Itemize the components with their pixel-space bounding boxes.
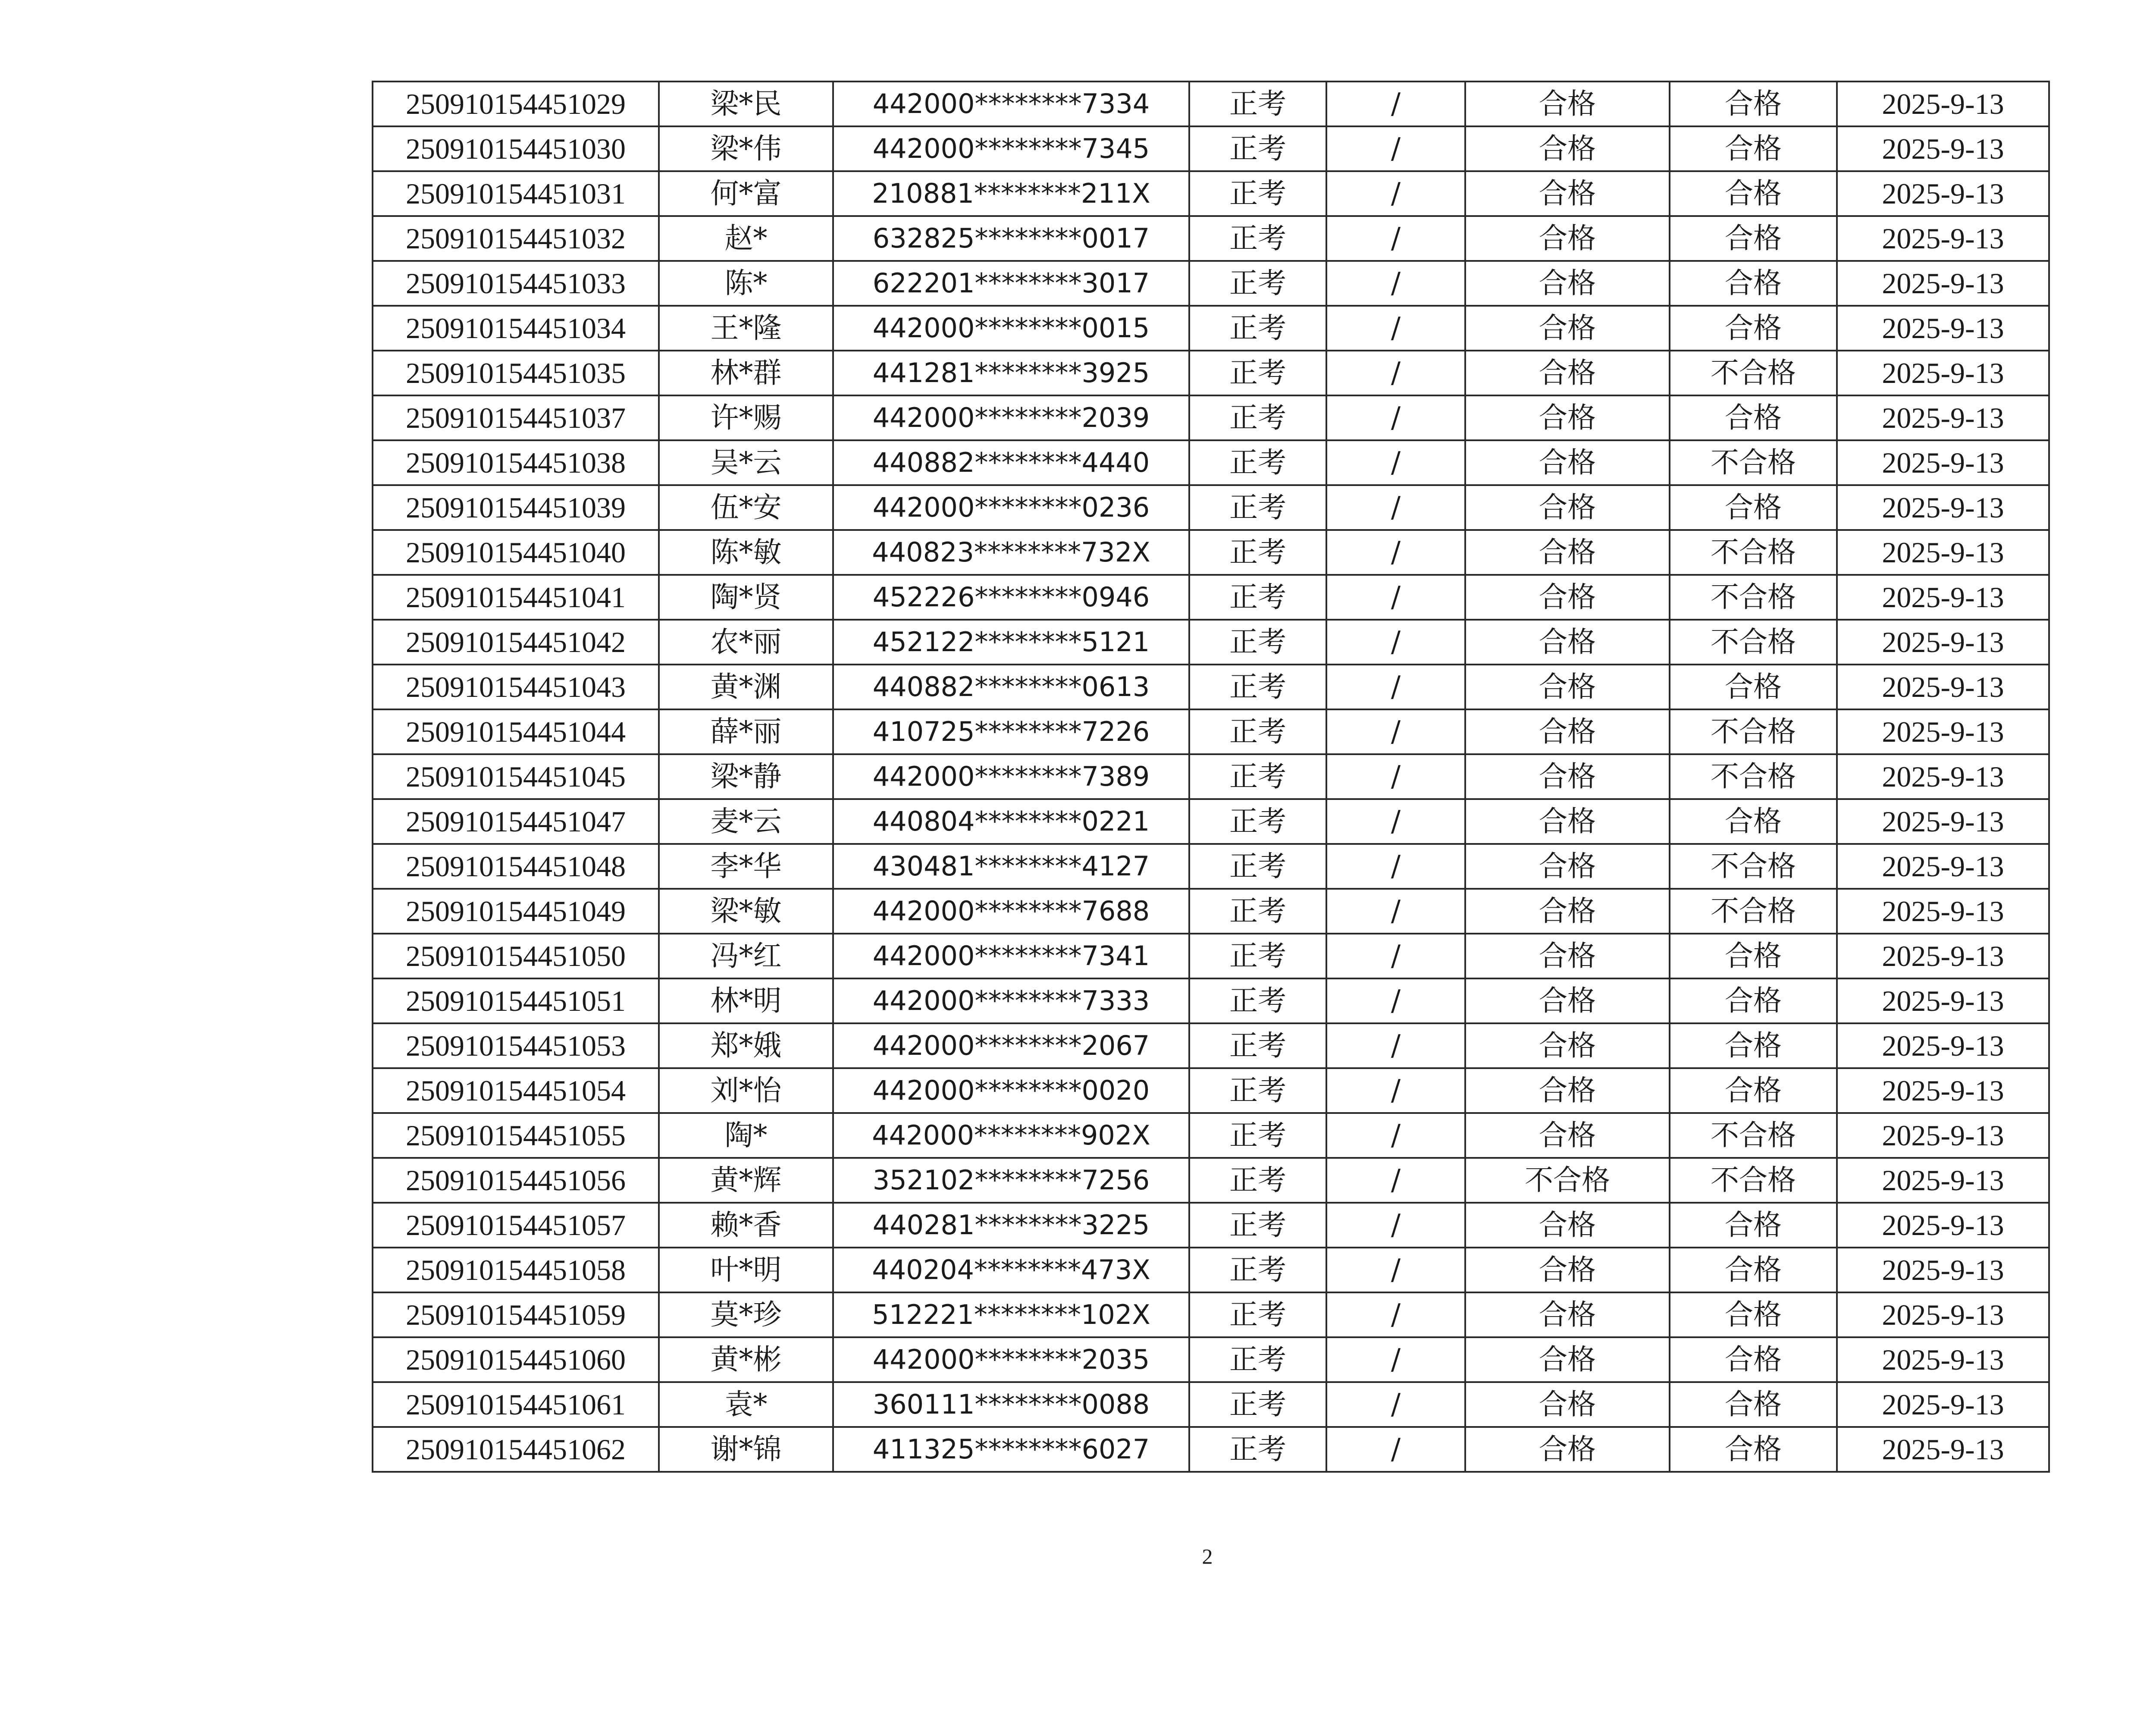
- cell-mark: /: [1326, 1292, 1465, 1337]
- cell-exam-type: 正考: [1189, 351, 1326, 395]
- cell-id-card: 442000********7333: [833, 978, 1189, 1023]
- cell-result-2: 合格: [1670, 82, 1837, 126]
- cell-result-1: 合格: [1465, 126, 1670, 171]
- table-row: [373, 1158, 2049, 1203]
- cell-result-1: 不合格: [1465, 1158, 1670, 1203]
- table-row: [373, 799, 2049, 844]
- cell-result-1: 合格: [1465, 620, 1670, 665]
- cell-result-2: 合格: [1670, 261, 1837, 306]
- cell-exam-type: 正考: [1189, 844, 1326, 889]
- cell-date: 2025-9-13: [1837, 575, 2049, 620]
- cell-exam-type: 正考: [1189, 1203, 1326, 1248]
- cell-date: 2025-9-13: [1837, 709, 2049, 754]
- cell-mark: /: [1326, 844, 1465, 889]
- cell-candidate-id: 250910154451055: [373, 1113, 659, 1158]
- cell-mark: /: [1326, 1113, 1465, 1158]
- cell-mark: /: [1326, 126, 1465, 171]
- cell-result-2: 合格: [1670, 1023, 1837, 1068]
- cell-exam-type: 正考: [1189, 665, 1326, 709]
- cell-mark: /: [1326, 889, 1465, 934]
- cell-exam-type: 正考: [1189, 799, 1326, 844]
- cell-mark: /: [1326, 530, 1465, 575]
- cell-result-1: 合格: [1465, 1113, 1670, 1158]
- cell-candidate-id: 250910154451043: [373, 665, 659, 709]
- cell-candidate-id: 250910154451032: [373, 216, 659, 261]
- cell-mark: /: [1326, 754, 1465, 799]
- cell-date: 2025-9-13: [1837, 978, 2049, 1023]
- cell-result-1: 合格: [1465, 216, 1670, 261]
- cell-result-1: 合格: [1465, 709, 1670, 754]
- cell-candidate-id: 250910154451062: [373, 1427, 659, 1472]
- cell-exam-type: 正考: [1189, 171, 1326, 216]
- cell-date: 2025-9-13: [1837, 934, 2049, 978]
- table-row: [373, 1382, 2049, 1427]
- cell-candidate-id: 250910154451058: [373, 1248, 659, 1292]
- cell-result-1: 合格: [1465, 1427, 1670, 1472]
- cell-id-card: 442000********7389: [833, 754, 1189, 799]
- cell-candidate-id: 250910154451048: [373, 844, 659, 889]
- cell-candidate-id: 250910154451056: [373, 1158, 659, 1203]
- cell-mark: /: [1326, 1203, 1465, 1248]
- table-row: [373, 1023, 2049, 1068]
- cell-candidate-id: 250910154451033: [373, 261, 659, 306]
- table-row: [373, 126, 2049, 171]
- cell-result-1: 合格: [1465, 1248, 1670, 1292]
- cell-candidate-id: 250910154451057: [373, 1203, 659, 1248]
- cell-candidate-id: 250910154451041: [373, 575, 659, 620]
- cell-exam-type: 正考: [1189, 1427, 1326, 1472]
- cell-result-2: 合格: [1670, 126, 1837, 171]
- cell-candidate-id: 250910154451031: [373, 171, 659, 216]
- table-body: [373, 82, 2049, 1472]
- cell-result-2: 合格: [1670, 171, 1837, 216]
- cell-candidate-id: 250910154451037: [373, 395, 659, 440]
- cell-result-2: 不合格: [1670, 889, 1837, 934]
- cell-candidate-id: 250910154451051: [373, 978, 659, 1023]
- results-table: [372, 81, 2050, 1473]
- cell-mark: /: [1326, 351, 1465, 395]
- cell-mark: /: [1326, 1248, 1465, 1292]
- table-row: [373, 1427, 2049, 1472]
- cell-name: 薛*丽: [659, 709, 833, 754]
- table-row: [373, 889, 2049, 934]
- cell-id-card: 442000********2035: [833, 1337, 1189, 1382]
- cell-date: 2025-9-13: [1837, 530, 2049, 575]
- cell-name: 叶*明: [659, 1248, 833, 1292]
- cell-id-card: 452122********5121: [833, 620, 1189, 665]
- cell-candidate-id: 250910154451029: [373, 82, 659, 126]
- cell-exam-type: 正考: [1189, 1158, 1326, 1203]
- cell-name: 李*华: [659, 844, 833, 889]
- cell-candidate-id: 250910154451042: [373, 620, 659, 665]
- cell-exam-type: 正考: [1189, 575, 1326, 620]
- cell-name: 陈*: [659, 261, 833, 306]
- page-number: 2: [1202, 1544, 1213, 1568]
- cell-id-card: 452226********0946: [833, 575, 1189, 620]
- cell-result-1: 合格: [1465, 82, 1670, 126]
- cell-date: 2025-9-13: [1837, 1382, 2049, 1427]
- cell-mark: /: [1326, 82, 1465, 126]
- cell-date: 2025-9-13: [1837, 754, 2049, 799]
- cell-id-card: 440823********732X: [833, 530, 1189, 575]
- cell-exam-type: 正考: [1189, 1023, 1326, 1068]
- table-row: [373, 1337, 2049, 1382]
- cell-id-card: 440281********3225: [833, 1203, 1189, 1248]
- cell-mark: /: [1326, 171, 1465, 216]
- cell-exam-type: 正考: [1189, 1337, 1326, 1382]
- cell-date: 2025-9-13: [1837, 1292, 2049, 1337]
- cell-result-2: 不合格: [1670, 440, 1837, 485]
- cell-result-2: 合格: [1670, 799, 1837, 844]
- cell-result-1: 合格: [1465, 1382, 1670, 1427]
- cell-result-1: 合格: [1465, 395, 1670, 440]
- cell-id-card: 632825********0017: [833, 216, 1189, 261]
- cell-mark: /: [1326, 575, 1465, 620]
- table-row: [373, 934, 2049, 978]
- cell-candidate-id: 250910154451035: [373, 351, 659, 395]
- cell-exam-type: 正考: [1189, 306, 1326, 351]
- cell-result-2: 不合格: [1670, 754, 1837, 799]
- cell-result-1: 合格: [1465, 978, 1670, 1023]
- cell-result-1: 合格: [1465, 575, 1670, 620]
- table-row: [373, 620, 2049, 665]
- cell-date: 2025-9-13: [1837, 171, 2049, 216]
- cell-date: 2025-9-13: [1837, 306, 2049, 351]
- cell-result-2: 不合格: [1670, 1158, 1837, 1203]
- cell-result-2: 合格: [1670, 1382, 1837, 1427]
- cell-result-2: 不合格: [1670, 575, 1837, 620]
- table-row: [373, 351, 2049, 395]
- cell-exam-type: 正考: [1189, 485, 1326, 530]
- table-row: [373, 216, 2049, 261]
- cell-result-2: 不合格: [1670, 1113, 1837, 1158]
- table-row: [373, 1068, 2049, 1113]
- table-row: [373, 306, 2049, 351]
- cell-result-2: 合格: [1670, 1337, 1837, 1382]
- cell-id-card: 442000********0020: [833, 1068, 1189, 1113]
- cell-id-card: 441281********3925: [833, 351, 1189, 395]
- cell-id-card: 430481********4127: [833, 844, 1189, 889]
- cell-result-2: 合格: [1670, 216, 1837, 261]
- cell-candidate-id: 250910154451047: [373, 799, 659, 844]
- cell-mark: /: [1326, 1337, 1465, 1382]
- cell-candidate-id: 250910154451050: [373, 934, 659, 978]
- cell-name: 陶*: [659, 1113, 833, 1158]
- cell-name: 冯*红: [659, 934, 833, 978]
- table-row: [373, 978, 2049, 1023]
- cell-date: 2025-9-13: [1837, 1337, 2049, 1382]
- cell-date: 2025-9-13: [1837, 889, 2049, 934]
- cell-result-2: 合格: [1670, 978, 1837, 1023]
- cell-result-1: 合格: [1465, 530, 1670, 575]
- cell-mark: /: [1326, 665, 1465, 709]
- cell-mark: /: [1326, 620, 1465, 665]
- cell-name: 梁*伟: [659, 126, 833, 171]
- cell-result-1: 合格: [1465, 485, 1670, 530]
- cell-exam-type: 正考: [1189, 1382, 1326, 1427]
- cell-name: 梁*静: [659, 754, 833, 799]
- table-row: [373, 171, 2049, 216]
- cell-exam-type: 正考: [1189, 395, 1326, 440]
- cell-exam-type: 正考: [1189, 620, 1326, 665]
- cell-id-card: 411325********6027: [833, 1427, 1189, 1472]
- cell-id-card: 360111********0088: [833, 1382, 1189, 1427]
- cell-exam-type: 正考: [1189, 754, 1326, 799]
- cell-mark: /: [1326, 978, 1465, 1023]
- cell-name: 刘*怡: [659, 1068, 833, 1113]
- table-row: [373, 261, 2049, 306]
- table-row: [373, 82, 2049, 126]
- cell-id-card: 512221********102X: [833, 1292, 1189, 1337]
- cell-date: 2025-9-13: [1837, 1113, 2049, 1158]
- cell-date: 2025-9-13: [1837, 665, 2049, 709]
- cell-date: 2025-9-13: [1837, 485, 2049, 530]
- cell-name: 王*隆: [659, 306, 833, 351]
- cell-name: 梁*民: [659, 82, 833, 126]
- table-row: [373, 665, 2049, 709]
- cell-id-card: 440882********0613: [833, 665, 1189, 709]
- cell-result-2: 合格: [1670, 934, 1837, 978]
- table-row: [373, 844, 2049, 889]
- cell-date: 2025-9-13: [1837, 1158, 2049, 1203]
- table-row: [373, 1203, 2049, 1248]
- cell-id-card: 442000********7345: [833, 126, 1189, 171]
- table-row: [373, 440, 2049, 485]
- cell-id-card: 210881********211X: [833, 171, 1189, 216]
- cell-mark: /: [1326, 306, 1465, 351]
- table-row: [373, 1113, 2049, 1158]
- cell-exam-type: 正考: [1189, 126, 1326, 171]
- cell-mark: /: [1326, 216, 1465, 261]
- cell-mark: /: [1326, 1382, 1465, 1427]
- cell-mark: /: [1326, 485, 1465, 530]
- cell-date: 2025-9-13: [1837, 620, 2049, 665]
- cell-date: 2025-9-13: [1837, 1203, 2049, 1248]
- cell-candidate-id: 250910154451030: [373, 126, 659, 171]
- cell-candidate-id: 250910154451039: [373, 485, 659, 530]
- cell-exam-type: 正考: [1189, 261, 1326, 306]
- cell-exam-type: 正考: [1189, 934, 1326, 978]
- cell-result-2: 不合格: [1670, 620, 1837, 665]
- cell-exam-type: 正考: [1189, 1248, 1326, 1292]
- cell-id-card: 442000********2039: [833, 395, 1189, 440]
- cell-name: 黄*辉: [659, 1158, 833, 1203]
- cell-name: 赵*: [659, 216, 833, 261]
- table-row: [373, 754, 2049, 799]
- cell-result-1: 合格: [1465, 1292, 1670, 1337]
- cell-result-1: 合格: [1465, 440, 1670, 485]
- cell-exam-type: 正考: [1189, 530, 1326, 575]
- cell-date: 2025-9-13: [1837, 799, 2049, 844]
- cell-name: 伍*安: [659, 485, 833, 530]
- cell-name: 吴*云: [659, 440, 833, 485]
- table-row: [373, 1248, 2049, 1292]
- cell-result-1: 合格: [1465, 1337, 1670, 1382]
- cell-result-1: 合格: [1465, 306, 1670, 351]
- cell-candidate-id: 250910154451061: [373, 1382, 659, 1427]
- cell-result-2: 合格: [1670, 665, 1837, 709]
- cell-id-card: 442000********902X: [833, 1113, 1189, 1158]
- cell-mark: /: [1326, 1158, 1465, 1203]
- cell-id-card: 442000********7334: [833, 82, 1189, 126]
- cell-mark: /: [1326, 440, 1465, 485]
- table-row: [373, 709, 2049, 754]
- cell-name: 许*赐: [659, 395, 833, 440]
- cell-exam-type: 正考: [1189, 1113, 1326, 1158]
- table-row: [373, 485, 2049, 530]
- cell-candidate-id: 250910154451034: [373, 306, 659, 351]
- cell-candidate-id: 250910154451049: [373, 889, 659, 934]
- cell-candidate-id: 250910154451045: [373, 754, 659, 799]
- cell-candidate-id: 250910154451060: [373, 1337, 659, 1382]
- cell-id-card: 442000********7341: [833, 934, 1189, 978]
- cell-id-card: 440204********473X: [833, 1248, 1189, 1292]
- cell-id-card: 622201********3017: [833, 261, 1189, 306]
- cell-result-1: 合格: [1465, 754, 1670, 799]
- cell-mark: /: [1326, 709, 1465, 754]
- cell-result-1: 合格: [1465, 1068, 1670, 1113]
- cell-result-1: 合格: [1465, 171, 1670, 216]
- cell-mark: /: [1326, 1023, 1465, 1068]
- cell-candidate-id: 250910154451053: [373, 1023, 659, 1068]
- cell-id-card: 440882********4440: [833, 440, 1189, 485]
- cell-id-card: 442000********0236: [833, 485, 1189, 530]
- cell-exam-type: 正考: [1189, 216, 1326, 261]
- cell-result-2: 合格: [1670, 1248, 1837, 1292]
- cell-name: 郑*娥: [659, 1023, 833, 1068]
- cell-result-1: 合格: [1465, 934, 1670, 978]
- cell-id-card: 442000********0015: [833, 306, 1189, 351]
- cell-result-1: 合格: [1465, 1203, 1670, 1248]
- cell-result-2: 合格: [1670, 1068, 1837, 1113]
- table-row: [373, 530, 2049, 575]
- cell-candidate-id: 250910154451040: [373, 530, 659, 575]
- cell-id-card: 440804********0221: [833, 799, 1189, 844]
- cell-result-1: 合格: [1465, 351, 1670, 395]
- cell-result-1: 合格: [1465, 799, 1670, 844]
- cell-name: 莫*珍: [659, 1292, 833, 1337]
- cell-name: 黄*渊: [659, 665, 833, 709]
- cell-result-2: 不合格: [1670, 709, 1837, 754]
- cell-date: 2025-9-13: [1837, 1427, 2049, 1472]
- cell-result-2: 合格: [1670, 1203, 1837, 1248]
- table-row: [373, 1292, 2049, 1337]
- cell-result-1: 合格: [1465, 1023, 1670, 1068]
- cell-date: 2025-9-13: [1837, 1068, 2049, 1113]
- cell-mark: /: [1326, 799, 1465, 844]
- cell-date: 2025-9-13: [1837, 351, 2049, 395]
- cell-name: 林*明: [659, 978, 833, 1023]
- table-row: [373, 575, 2049, 620]
- cell-result-1: 合格: [1465, 665, 1670, 709]
- cell-date: 2025-9-13: [1837, 216, 2049, 261]
- cell-result-1: 合格: [1465, 844, 1670, 889]
- cell-candidate-id: 250910154451059: [373, 1292, 659, 1337]
- cell-candidate-id: 250910154451038: [373, 440, 659, 485]
- cell-name: 麦*云: [659, 799, 833, 844]
- cell-result-2: 不合格: [1670, 844, 1837, 889]
- cell-mark: /: [1326, 1068, 1465, 1113]
- cell-name: 农*丽: [659, 620, 833, 665]
- cell-exam-type: 正考: [1189, 1068, 1326, 1113]
- cell-id-card: 352102********7256: [833, 1158, 1189, 1203]
- cell-date: 2025-9-13: [1837, 126, 2049, 171]
- cell-name: 赖*香: [659, 1203, 833, 1248]
- cell-date: 2025-9-13: [1837, 395, 2049, 440]
- cell-candidate-id: 250910154451054: [373, 1068, 659, 1113]
- cell-id-card: 410725********7226: [833, 709, 1189, 754]
- cell-mark: /: [1326, 1427, 1465, 1472]
- cell-id-card: 442000********2067: [833, 1023, 1189, 1068]
- cell-exam-type: 正考: [1189, 889, 1326, 934]
- cell-name: 黄*彬: [659, 1337, 833, 1382]
- cell-result-2: 合格: [1670, 485, 1837, 530]
- cell-result-1: 合格: [1465, 261, 1670, 306]
- cell-exam-type: 正考: [1189, 82, 1326, 126]
- cell-date: 2025-9-13: [1837, 1248, 2049, 1292]
- cell-date: 2025-9-13: [1837, 82, 2049, 126]
- cell-name: 梁*敏: [659, 889, 833, 934]
- cell-name: 袁*: [659, 1382, 833, 1427]
- cell-date: 2025-9-13: [1837, 1023, 2049, 1068]
- cell-candidate-id: 250910154451044: [373, 709, 659, 754]
- cell-exam-type: 正考: [1189, 1292, 1326, 1337]
- cell-result-2: 合格: [1670, 1427, 1837, 1472]
- cell-name: 陈*敏: [659, 530, 833, 575]
- cell-date: 2025-9-13: [1837, 261, 2049, 306]
- cell-name: 何*富: [659, 171, 833, 216]
- cell-mark: /: [1326, 395, 1465, 440]
- cell-name: 林*群: [659, 351, 833, 395]
- cell-name: 陶*贤: [659, 575, 833, 620]
- cell-result-2: 合格: [1670, 1292, 1837, 1337]
- cell-exam-type: 正考: [1189, 978, 1326, 1023]
- cell-result-2: 合格: [1670, 395, 1837, 440]
- table-row: [373, 395, 2049, 440]
- cell-exam-type: 正考: [1189, 709, 1326, 754]
- cell-result-2: 不合格: [1670, 530, 1837, 575]
- cell-name: 谢*锦: [659, 1427, 833, 1472]
- cell-date: 2025-9-13: [1837, 440, 2049, 485]
- cell-exam-type: 正考: [1189, 440, 1326, 485]
- cell-mark: /: [1326, 934, 1465, 978]
- cell-result-1: 合格: [1465, 889, 1670, 934]
- cell-date: 2025-9-13: [1837, 844, 2049, 889]
- cell-result-2: 合格: [1670, 306, 1837, 351]
- cell-id-card: 442000********7688: [833, 889, 1189, 934]
- cell-result-2: 不合格: [1670, 351, 1837, 395]
- cell-mark: /: [1326, 261, 1465, 306]
